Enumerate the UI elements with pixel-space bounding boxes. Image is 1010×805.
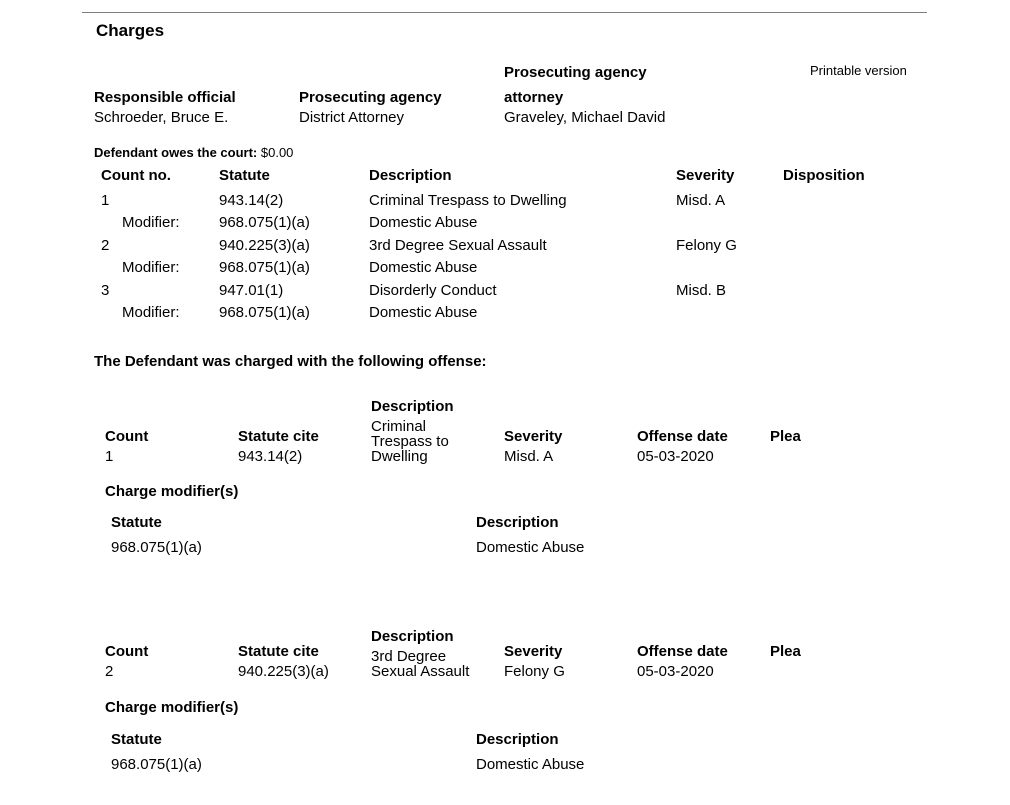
charge-description: 3rd Degree Sexual Assault bbox=[369, 237, 547, 254]
charge-count: 2 bbox=[101, 237, 110, 254]
offense-date: 05-03-2020 bbox=[637, 448, 714, 465]
attorney-label-line1: Prosecuting agency bbox=[504, 64, 647, 81]
header-description: Description bbox=[369, 167, 452, 184]
header-count-no: Count no. bbox=[101, 167, 171, 184]
offense-description: Criminal Trespass to Dwelling bbox=[371, 418, 449, 465]
responsible-official-label: Responsible official bbox=[94, 89, 236, 106]
offense-header-offense-date: Offense date bbox=[637, 643, 728, 660]
modifier-header-statute: Statute bbox=[111, 731, 162, 748]
charge-modifiers-title: Charge modifier(s) bbox=[105, 699, 239, 716]
modifier-statute: 968.075(1)(a) bbox=[219, 304, 310, 321]
header-disposition: Disposition bbox=[783, 167, 865, 184]
modifier-header-description: Description bbox=[476, 514, 559, 531]
offense-modifier-description: Domestic Abuse bbox=[476, 756, 585, 773]
modifier-statute: 968.075(1)(a) bbox=[219, 259, 310, 276]
modifier-header-statute: Statute bbox=[111, 514, 162, 531]
charge-statute: 947.01(1) bbox=[219, 282, 284, 299]
charge-count: 1 bbox=[101, 192, 110, 209]
offense-count: 2 bbox=[105, 663, 114, 680]
attorney-value: Graveley, Michael David bbox=[504, 109, 666, 126]
modifier-description: Domestic Abuse bbox=[369, 214, 478, 231]
modifier-description: Domestic Abuse bbox=[369, 304, 478, 321]
modifier-header-description: Description bbox=[476, 731, 559, 748]
charge-description: Disorderly Conduct bbox=[369, 282, 497, 299]
offense-header-plea: Plea bbox=[770, 428, 801, 445]
responsible-official-value: Schroeder, Bruce E. bbox=[94, 109, 229, 126]
charge-statute: 943.14(2) bbox=[219, 192, 284, 209]
charge-severity: Felony G bbox=[676, 237, 737, 254]
prosecuting-agency-value: District Attorney bbox=[299, 109, 405, 126]
offense-header-offense-date: Offense date bbox=[637, 428, 728, 445]
offense-heading: The Defendant was charged with the following offense: bbox=[94, 353, 487, 370]
header-statute: Statute bbox=[219, 167, 270, 184]
modifier-label: Modifier: bbox=[122, 214, 180, 231]
offense-statute-cite: 943.14(2) bbox=[238, 448, 303, 465]
offense-header-plea: Plea bbox=[770, 643, 801, 660]
charge-modifiers-title: Charge modifier(s) bbox=[105, 483, 239, 500]
prosecuting-agency-label: Prosecuting agency bbox=[299, 89, 442, 106]
charge-count: 3 bbox=[101, 282, 110, 299]
offense-header-severity: Severity bbox=[504, 643, 563, 660]
offense-severity: Felony G bbox=[504, 663, 565, 680]
modifier-description: Domestic Abuse bbox=[369, 259, 478, 276]
printable-version-link[interactable]: Printable version bbox=[810, 63, 907, 78]
offense-statute-cite: 940.225(3)(a) bbox=[238, 663, 329, 680]
offense-description: 3rd Degree Sexual Assault bbox=[371, 648, 470, 680]
offense-count: 1 bbox=[105, 448, 114, 465]
offense-modifier-statute: 968.075(1)(a) bbox=[111, 756, 202, 773]
top-divider bbox=[82, 12, 927, 13]
modifier-label: Modifier: bbox=[122, 304, 180, 321]
section-title: Charges bbox=[96, 21, 165, 40]
offense-header-severity: Severity bbox=[504, 428, 563, 445]
offense-header-description: Description bbox=[371, 398, 454, 415]
offense-header-description: Description bbox=[371, 628, 454, 645]
charge-severity: Misd. B bbox=[676, 282, 727, 299]
offense-header-count: Count bbox=[105, 643, 149, 660]
charge-severity: Misd. A bbox=[676, 192, 726, 209]
offense-date: 05-03-2020 bbox=[637, 663, 714, 680]
offense-modifier-statute: 968.075(1)(a) bbox=[111, 539, 202, 556]
offense-modifier-description: Domestic Abuse bbox=[476, 539, 585, 556]
offense-header-count: Count bbox=[105, 428, 149, 445]
owes-line bbox=[94, 145, 293, 160]
offense-severity: Misd. A bbox=[504, 448, 554, 465]
header-severity: Severity bbox=[676, 167, 735, 184]
offense-header-statute-cite: Statute cite bbox=[238, 428, 319, 445]
modifier-statute: 968.075(1)(a) bbox=[219, 214, 310, 231]
attorney-label-line2: attorney bbox=[504, 89, 564, 106]
owes-label: Defendant owes the court: bbox=[94, 145, 258, 160]
charge-description: Criminal Trespass to Dwelling bbox=[369, 192, 567, 209]
owes-amount: $0.00 bbox=[260, 145, 294, 160]
offense-header-statute-cite: Statute cite bbox=[238, 643, 319, 660]
modifier-label: Modifier: bbox=[122, 259, 180, 276]
charge-statute: 940.225(3)(a) bbox=[219, 237, 310, 254]
